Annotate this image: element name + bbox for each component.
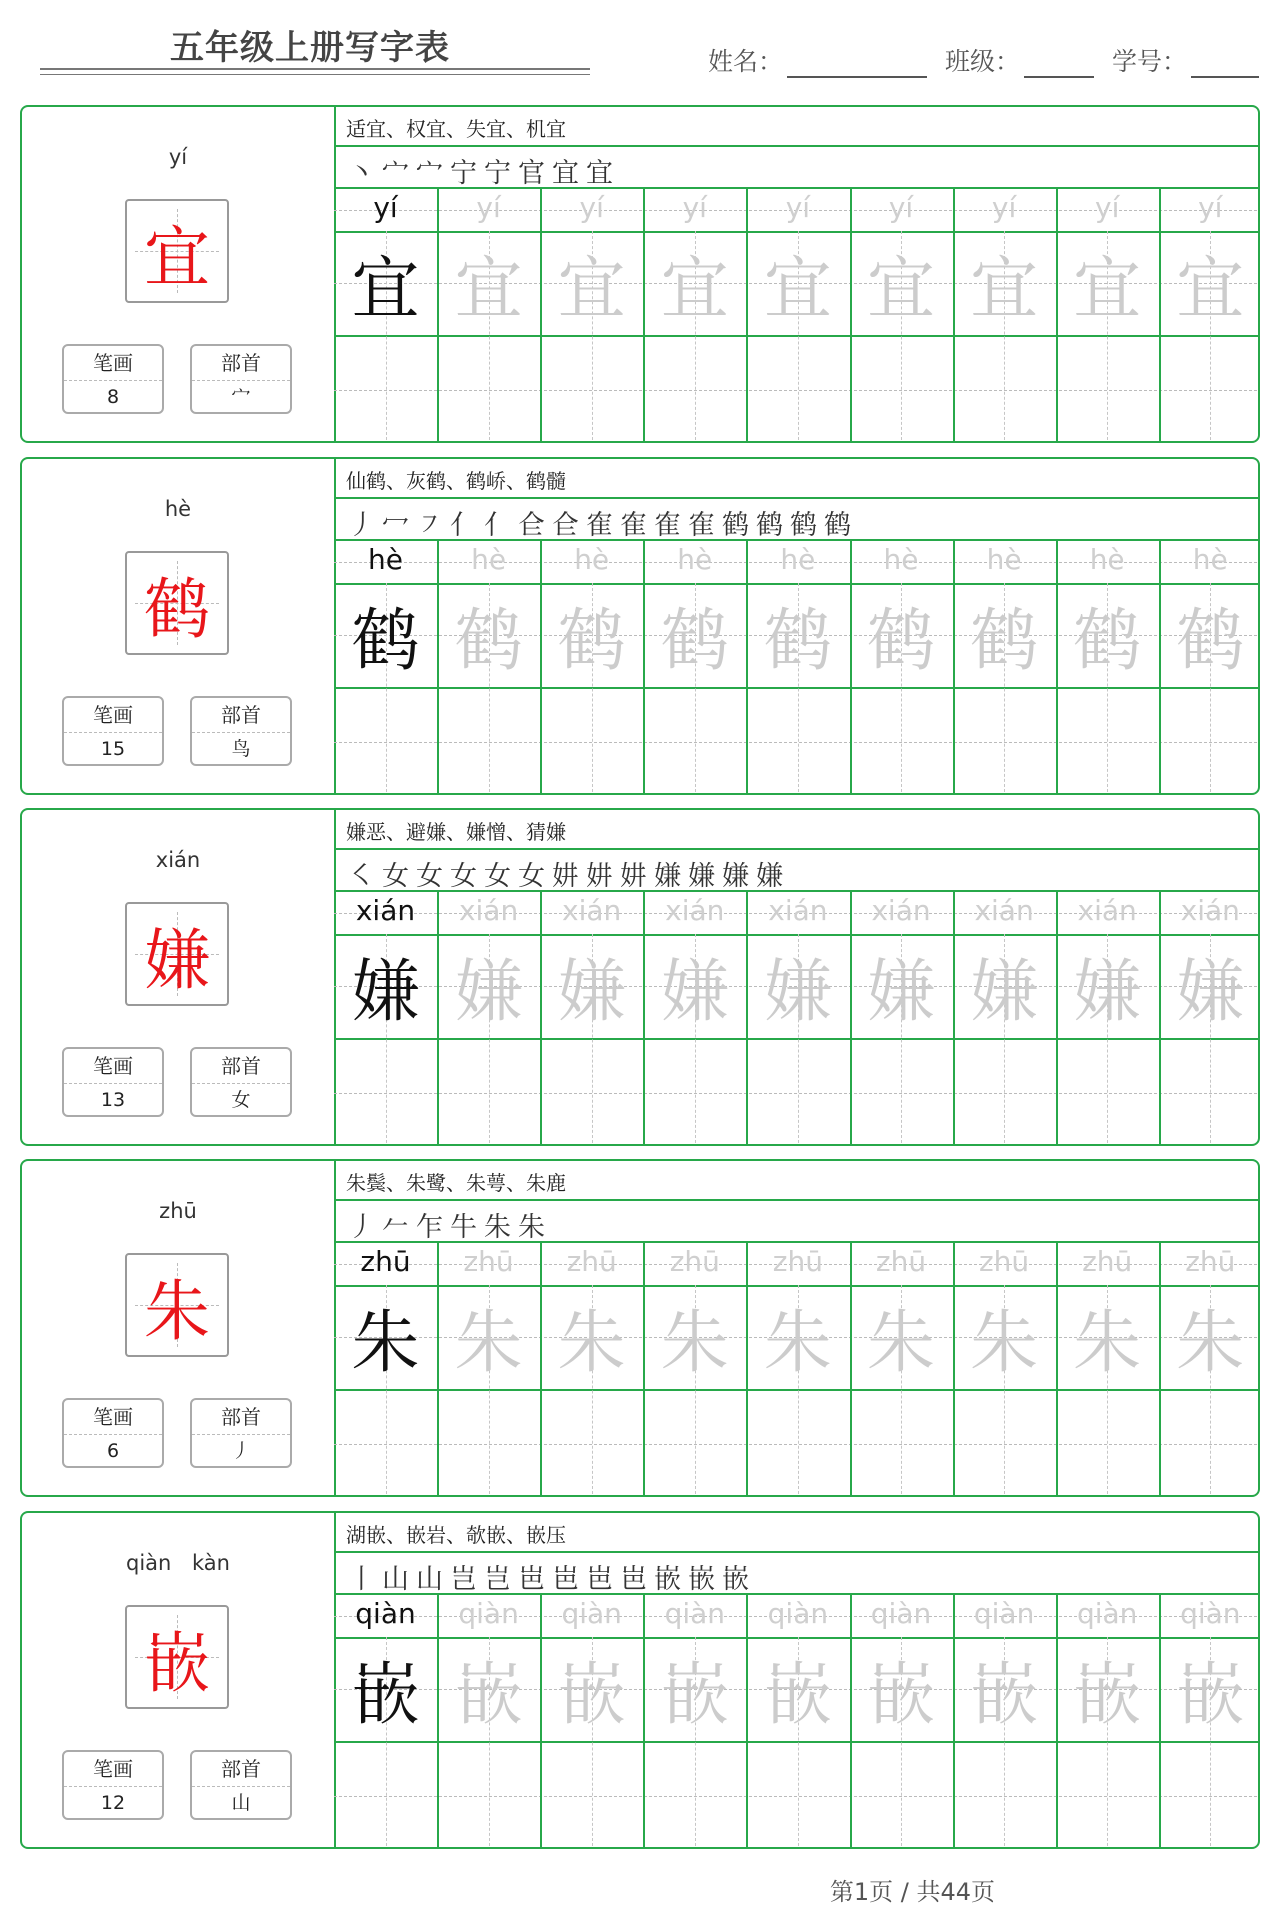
example-character: 宜 bbox=[351, 249, 420, 329]
trace-character: 嫌 bbox=[1176, 952, 1245, 1032]
stroke-step: 岜 bbox=[518, 1564, 552, 1595]
radical-label: 部首 bbox=[192, 698, 290, 733]
radical-box bbox=[190, 1398, 292, 1468]
trace-character: 宜 bbox=[866, 249, 935, 329]
stroke-order-row bbox=[334, 147, 1260, 189]
page-number: 第1页 / 共44页 bbox=[829, 1878, 995, 1906]
stroke-step: 朱 bbox=[518, 1212, 552, 1243]
pinyin-cell: xián bbox=[665, 894, 725, 927]
radical-label: 部首 bbox=[192, 1049, 290, 1084]
pinyin-cell: zhū bbox=[978, 1245, 1030, 1278]
stroke-step: 宀 bbox=[382, 158, 416, 189]
pinyin-cell: xián bbox=[355, 894, 416, 927]
stroke-step: 宜 bbox=[552, 158, 586, 189]
trace-character: 嫌 bbox=[763, 952, 832, 1032]
example-character: 嵌 bbox=[351, 1655, 420, 1735]
pinyin-cell: qiàn bbox=[1076, 1597, 1138, 1630]
pinyin-cell: qiàn bbox=[561, 1597, 622, 1630]
radical-box bbox=[190, 344, 292, 414]
example-character: 嫌 bbox=[351, 952, 420, 1032]
stroke-step: 妌 bbox=[552, 861, 586, 892]
pinyin-cell: xián bbox=[1180, 894, 1240, 927]
stroke-step: 岜 bbox=[586, 1564, 620, 1595]
pinyin-cell: zhū bbox=[875, 1245, 927, 1278]
stroke-count-label: 笔画 bbox=[64, 698, 162, 733]
trace-character: 嵌 bbox=[1073, 1655, 1142, 1735]
name-label: 姓名： bbox=[708, 47, 784, 76]
pinyin-cell: qiàn bbox=[1180, 1597, 1241, 1630]
name-blank[interactable] bbox=[787, 46, 927, 78]
trace-character: 鹤 bbox=[866, 601, 935, 681]
stroke-step: ㇛ bbox=[348, 861, 382, 892]
stroke-order-sequence bbox=[348, 854, 790, 893]
model-character-box bbox=[125, 1253, 229, 1357]
trace-character: 宜 bbox=[1073, 249, 1142, 329]
stroke-step: 鹤 bbox=[722, 510, 756, 541]
stroke-count-box bbox=[62, 1047, 164, 1117]
title-underline-thin bbox=[40, 74, 590, 75]
practice-grid[interactable] bbox=[334, 541, 1260, 795]
stroke-step: 冖 bbox=[382, 510, 416, 541]
word-examples: 朱鬓、朱鹭、朱萼、朱鹿 bbox=[346, 1171, 566, 1195]
model-character-box bbox=[125, 1605, 229, 1709]
stroke-step: 隺 bbox=[688, 510, 722, 541]
trace-character: 宜 bbox=[557, 249, 626, 329]
stroke-step: 岂 bbox=[484, 1564, 518, 1595]
student-id-label: 学号： bbox=[1112, 47, 1188, 76]
trace-character: 朱 bbox=[557, 1303, 626, 1383]
practice-grid[interactable] bbox=[334, 189, 1260, 443]
word-examples-row bbox=[334, 1513, 1260, 1553]
stroke-step: 隺 bbox=[620, 510, 654, 541]
stroke-step: 牛 bbox=[450, 1212, 484, 1243]
trace-character: 嫌 bbox=[866, 952, 935, 1032]
stroke-step: 女 bbox=[416, 861, 450, 892]
stroke-step: 鹤 bbox=[790, 510, 824, 541]
card-pinyin: hè bbox=[164, 497, 192, 521]
stroke-count-box bbox=[62, 344, 164, 414]
stroke-step: 宜 bbox=[586, 158, 620, 189]
stroke-count-box bbox=[62, 1398, 164, 1468]
pinyin-cell: hè bbox=[471, 543, 507, 576]
stroke-step: 女 bbox=[518, 861, 552, 892]
model-character: 嵌 bbox=[144, 1624, 210, 1702]
pinyin-cell: yí bbox=[476, 191, 501, 224]
practice-panel bbox=[334, 810, 1260, 1144]
pinyin-cell: zhū bbox=[566, 1245, 617, 1278]
stroke-step: 嫌 bbox=[722, 861, 756, 892]
practice-grid[interactable] bbox=[334, 1243, 1260, 1497]
stroke-count-value: 13 bbox=[100, 1089, 126, 1111]
character-card bbox=[20, 808, 1260, 1146]
stroke-order-row bbox=[334, 850, 1260, 892]
stroke-count-value: 12 bbox=[100, 1792, 126, 1814]
radical-box bbox=[190, 1047, 292, 1117]
trace-character: 朱 bbox=[763, 1303, 832, 1383]
stroke-step: 女 bbox=[450, 861, 484, 892]
stroke-step: 嵌 bbox=[654, 1564, 688, 1595]
name-field[interactable] bbox=[708, 42, 927, 78]
page-title: 五年级上册写字表 bbox=[170, 28, 450, 68]
word-examples-row bbox=[334, 1161, 1260, 1201]
class-field[interactable] bbox=[945, 42, 1094, 78]
stroke-step: 嫌 bbox=[654, 861, 688, 892]
stroke-step: 嵌 bbox=[688, 1564, 722, 1595]
model-character: 鹤 bbox=[144, 570, 210, 648]
stroke-step: 隺 bbox=[586, 510, 620, 541]
stroke-step: 仺 bbox=[518, 510, 552, 541]
pinyin-cell: hè bbox=[677, 543, 713, 576]
trace-character: 宜 bbox=[454, 249, 523, 329]
card-info-panel bbox=[22, 1513, 336, 1847]
card-pinyin: xián bbox=[155, 848, 201, 872]
pinyin-cell: hè bbox=[986, 543, 1022, 576]
card-pinyin: yí bbox=[168, 145, 188, 169]
stroke-order-sequence bbox=[348, 1557, 756, 1596]
trace-character: 朱 bbox=[1176, 1303, 1245, 1383]
trace-character: 嵌 bbox=[866, 1655, 935, 1735]
trace-character: 宜 bbox=[660, 249, 729, 329]
stroke-count-label: 笔画 bbox=[64, 1752, 162, 1787]
stroke-count-label: 笔画 bbox=[64, 1049, 162, 1084]
trace-character: 朱 bbox=[1073, 1303, 1142, 1383]
stroke-step: 鹤 bbox=[756, 510, 790, 541]
trace-character: 鹤 bbox=[557, 601, 626, 681]
model-character: 朱 bbox=[144, 1272, 210, 1350]
stroke-step: 隺 bbox=[654, 510, 688, 541]
pinyin-cell: xián bbox=[768, 894, 828, 927]
radical-value: 丿 bbox=[231, 1440, 251, 1462]
stroke-step: 乍 bbox=[416, 1212, 450, 1243]
practice-panel bbox=[334, 1513, 1260, 1847]
trace-character: 嵌 bbox=[660, 1655, 729, 1735]
trace-character: 嫌 bbox=[970, 952, 1039, 1032]
practice-panel bbox=[334, 1161, 1260, 1495]
radical-box bbox=[190, 1750, 292, 1820]
trace-character: 宜 bbox=[970, 249, 1039, 329]
model-character-box bbox=[125, 551, 229, 655]
word-examples-row bbox=[334, 459, 1260, 499]
stroke-step: 丿 bbox=[348, 1212, 382, 1243]
stroke-step: 嵌 bbox=[722, 1564, 756, 1595]
pinyin-cell: hè bbox=[1192, 543, 1228, 576]
practice-panel bbox=[334, 459, 1260, 793]
character-card bbox=[20, 1511, 1260, 1849]
stroke-step: 嫌 bbox=[756, 861, 790, 892]
pinyin-cell: qiàn bbox=[767, 1597, 829, 1630]
card-pinyin: qiàn kàn bbox=[126, 1551, 230, 1575]
student-id-field[interactable] bbox=[1112, 42, 1259, 78]
stroke-step: 丿 bbox=[348, 510, 382, 541]
model-character: 宜 bbox=[144, 218, 210, 296]
stroke-count-value: 8 bbox=[106, 386, 120, 408]
trace-character: 鹤 bbox=[1073, 601, 1142, 681]
pinyin-cell: zhū bbox=[1185, 1245, 1236, 1278]
stroke-order-row bbox=[334, 1553, 1260, 1595]
stroke-step: 𠂉 bbox=[382, 1212, 416, 1243]
stroke-step: 宀 bbox=[416, 158, 450, 189]
stroke-count-value: 6 bbox=[106, 1440, 120, 1462]
stroke-step: 岜 bbox=[552, 1564, 586, 1595]
radical-value: 女 bbox=[231, 1089, 251, 1111]
stroke-step: 妌 bbox=[586, 861, 620, 892]
pinyin-cell: qiàn bbox=[973, 1597, 1035, 1630]
trace-character: 鹤 bbox=[1176, 601, 1245, 681]
stroke-count-value: 15 bbox=[100, 738, 126, 760]
stroke-count-label: 笔画 bbox=[64, 346, 162, 381]
pinyin-cell: zhū bbox=[360, 1245, 411, 1278]
card-info-panel bbox=[22, 1161, 336, 1495]
pinyin-cell: xián bbox=[562, 894, 622, 927]
stroke-step: 亻 bbox=[450, 510, 484, 541]
stroke-step: 丨 bbox=[348, 1564, 382, 1595]
trace-character: 嫌 bbox=[660, 952, 729, 1032]
class-blank[interactable] bbox=[1024, 46, 1094, 78]
trace-character: 嵌 bbox=[970, 1655, 1039, 1735]
trace-character: 嫌 bbox=[557, 952, 626, 1032]
stroke-order-sequence bbox=[348, 503, 858, 542]
trace-character: 朱 bbox=[454, 1303, 523, 1383]
word-examples-row bbox=[334, 810, 1260, 850]
stroke-order-row bbox=[334, 1201, 1260, 1243]
word-examples: 仙鹤、灰鹤、鹤峤、鹤髓 bbox=[346, 469, 566, 493]
pinyin-cell: zhū bbox=[463, 1245, 514, 1278]
class-label: 班级： bbox=[945, 47, 1021, 76]
model-character-box bbox=[125, 902, 229, 1006]
example-character: 朱 bbox=[351, 1303, 420, 1383]
pinyin-cell: yí bbox=[1198, 191, 1223, 224]
stroke-step: 嫌 bbox=[688, 861, 722, 892]
stroke-step: 女 bbox=[484, 861, 518, 892]
stroke-order-sequence bbox=[348, 1205, 552, 1244]
radical-value: 山 bbox=[231, 1792, 251, 1814]
trace-character: 嵌 bbox=[1176, 1655, 1245, 1735]
pinyin-cell: xián bbox=[458, 894, 519, 927]
radical-box bbox=[190, 696, 292, 766]
pinyin-cell: zhū bbox=[772, 1245, 823, 1278]
trace-character: 鹤 bbox=[970, 601, 1039, 681]
practice-grid[interactable] bbox=[334, 1595, 1260, 1849]
word-examples: 嫌恶、避嫌、嫌憎、猜嫌 bbox=[346, 820, 566, 844]
pinyin-cell: qiàn bbox=[458, 1597, 519, 1630]
pinyin-cell: xián bbox=[871, 894, 931, 927]
title-underline bbox=[40, 68, 590, 70]
stroke-step: 仺 bbox=[552, 510, 586, 541]
pinyin-cell: hè bbox=[574, 543, 610, 576]
trace-character: 宜 bbox=[1176, 249, 1245, 329]
pinyin-cell: hè bbox=[1089, 543, 1125, 576]
stroke-count-box bbox=[62, 1750, 164, 1820]
trace-character: 鹤 bbox=[660, 601, 729, 681]
radical-value: 鸟 bbox=[231, 738, 251, 760]
trace-character: 朱 bbox=[970, 1303, 1039, 1383]
stroke-count-label: 笔画 bbox=[64, 1400, 162, 1435]
page-header bbox=[0, 0, 1280, 100]
pinyin-cell: yí bbox=[682, 191, 707, 224]
trace-character: 朱 bbox=[866, 1303, 935, 1383]
stroke-step: 宁 bbox=[450, 158, 484, 189]
pinyin-cell: yí bbox=[888, 191, 914, 224]
stroke-step: 山 bbox=[382, 1564, 416, 1595]
stroke-step: 亻 bbox=[484, 510, 518, 541]
card-info-panel bbox=[22, 810, 336, 1144]
stroke-step: 丶 bbox=[348, 158, 382, 189]
pinyin-cell: yí bbox=[373, 191, 398, 224]
trace-character: 鹤 bbox=[454, 601, 523, 681]
stroke-step: 官 bbox=[518, 158, 552, 189]
stroke-step: 岜 bbox=[620, 1564, 654, 1595]
stroke-step: 鹤 bbox=[824, 510, 858, 541]
trace-character: 宜 bbox=[763, 249, 832, 329]
radical-label: 部首 bbox=[192, 346, 290, 381]
stroke-step: 山 bbox=[416, 1564, 450, 1595]
trace-character: 鹤 bbox=[763, 601, 832, 681]
student-id-blank[interactable] bbox=[1191, 46, 1259, 78]
pinyin-cell: qiàn bbox=[355, 1597, 416, 1630]
radical-value: 宀 bbox=[231, 386, 251, 408]
pinyin-cell: xián bbox=[974, 894, 1034, 927]
character-card bbox=[20, 1159, 1260, 1497]
trace-character: 嫌 bbox=[454, 952, 523, 1032]
stroke-step: 妌 bbox=[620, 861, 654, 892]
pinyin-cell: qiàn bbox=[870, 1597, 932, 1630]
stroke-step: ㇇ bbox=[416, 510, 450, 541]
pinyin-cell: yí bbox=[785, 191, 811, 224]
word-examples-row bbox=[334, 107, 1260, 147]
pinyin-cell: yí bbox=[1095, 191, 1120, 224]
stroke-step: 宁 bbox=[484, 158, 518, 189]
trace-character: 嵌 bbox=[454, 1655, 523, 1735]
card-pinyin: zhū bbox=[159, 1199, 197, 1223]
stroke-step: 女 bbox=[382, 861, 416, 892]
practice-panel bbox=[334, 107, 1260, 441]
word-examples: 适宜、权宜、失宜、机宜 bbox=[346, 117, 566, 141]
character-card bbox=[20, 457, 1260, 795]
trace-character: 嵌 bbox=[557, 1655, 626, 1735]
model-character-box bbox=[125, 199, 229, 303]
card-info-panel bbox=[22, 107, 336, 441]
card-info-panel bbox=[22, 459, 336, 793]
stroke-count-box bbox=[62, 696, 164, 766]
pinyin-cell: zhū bbox=[669, 1245, 720, 1278]
trace-character: 嫌 bbox=[1073, 952, 1142, 1032]
character-card bbox=[20, 105, 1260, 443]
stroke-order-row bbox=[334, 499, 1260, 541]
model-character: 嫌 bbox=[144, 921, 210, 999]
pinyin-cell: qiàn bbox=[664, 1597, 726, 1630]
example-character: 鹤 bbox=[351, 601, 420, 681]
word-examples: 湖嵌、嵌岩、欹嵌、嵌压 bbox=[346, 1523, 566, 1547]
stroke-step: 朱 bbox=[484, 1212, 518, 1243]
pinyin-cell: yí bbox=[579, 191, 604, 224]
radical-label: 部首 bbox=[192, 1752, 290, 1787]
radical-label: 部首 bbox=[192, 1400, 290, 1435]
pinyin-cell: hè bbox=[368, 543, 403, 576]
stroke-order-sequence bbox=[348, 151, 620, 190]
pinyin-cell: yí bbox=[991, 191, 1017, 224]
trace-character: 朱 bbox=[660, 1303, 729, 1383]
practice-grid[interactable] bbox=[334, 892, 1260, 1146]
trace-character: 嵌 bbox=[763, 1655, 832, 1735]
pinyin-cell: hè bbox=[883, 543, 919, 576]
pinyin-cell: hè bbox=[780, 543, 816, 576]
stroke-step: 岂 bbox=[450, 1564, 484, 1595]
pinyin-cell: xián bbox=[1077, 894, 1137, 927]
pinyin-cell: zhū bbox=[1082, 1245, 1133, 1278]
